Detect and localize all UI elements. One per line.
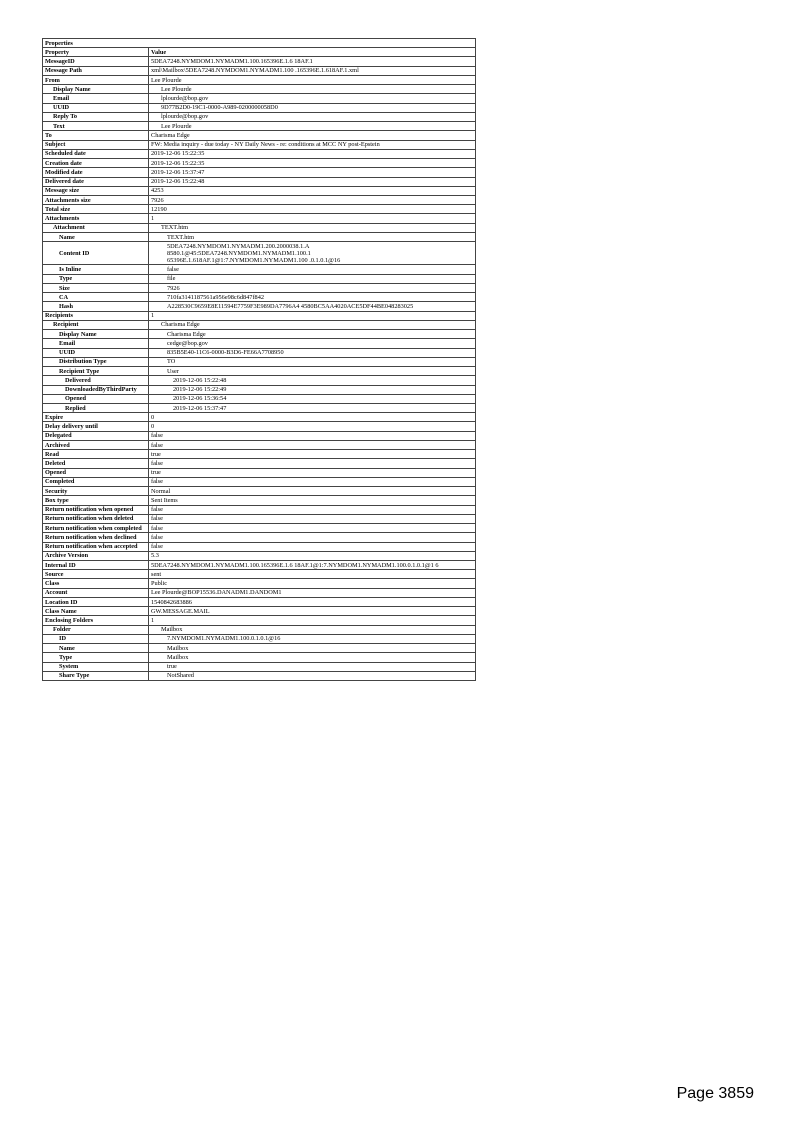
property-value: true [149,468,476,477]
property-value: false [149,505,476,514]
property-value: 710fa3141187561a956e98c6d847f842 [149,293,476,302]
property-value: false [149,533,476,542]
table-row [43,616,476,625]
property-value: 7926 [149,195,476,204]
property-value: User [149,367,476,376]
property-name: Folder [43,625,149,634]
property-value: A228530C9659E8E11594E7759F3E989DA7796A4 4580BC5AA4020ACE5DF44BE048283025 [149,302,476,311]
property-value: 1 [149,616,476,625]
table-row [43,487,476,496]
property-value: Normal [149,487,476,496]
property-value: TEXT.htm [149,232,476,241]
table-row [43,103,476,112]
table-row [43,186,476,195]
property-name: Account [43,588,149,597]
table-row [43,242,476,265]
table-row [43,348,476,357]
property-name: Delivered date [43,177,149,186]
table-row [43,496,476,505]
property-name: Completed [43,477,149,486]
property-name: MessageID [43,57,149,66]
table-row [43,232,476,241]
property-name: Attachment [43,223,149,232]
table-row [43,459,476,468]
property-value: file [149,274,476,283]
table-row [43,330,476,339]
property-value: Mailbox [149,644,476,653]
property-name: Total size [43,205,149,214]
property-name: Attachments [43,214,149,223]
property-value: 2019-12-06 15:37:47 [149,404,476,413]
table-row [43,367,476,376]
property-name: Share Type [43,671,149,680]
property-name: ID [43,634,149,643]
property-name: Hash [43,302,149,311]
property-value: false [149,524,476,533]
property-value: 12190 [149,205,476,214]
table-row [43,112,476,121]
property-value: Charisma Edge [149,131,476,140]
property-value: 5.3 [149,551,476,560]
property-value: xml\Mailbox\5DEA7248.NYMDOM1.NYMADM1.100 .165396E.1.618AF.1.xml [149,66,476,75]
property-name: Location ID [43,597,149,606]
property-value: 2019-12-06 15:22:35 [149,149,476,158]
table-row [43,505,476,514]
property-name: System [43,662,149,671]
table-row [43,450,476,459]
table-row [43,653,476,662]
property-name: Read [43,450,149,459]
property-name: Enclosing Folders [43,616,149,625]
table-row [43,597,476,606]
header-property: Property [43,48,149,57]
property-name: Message Path [43,66,149,75]
property-name: Message size [43,186,149,195]
table-row [43,57,476,66]
table-row [43,339,476,348]
property-name: Replied [43,404,149,413]
property-value: Lee Plourde [149,85,476,94]
property-name: Size [43,283,149,292]
property-value: 0 [149,422,476,431]
table-row [43,75,476,84]
table-row [43,274,476,283]
property-value: Mailbox [149,653,476,662]
property-value: 5DEA7248.NYMDOM1.NYMADM1.100.165396E.1.6 18AF.1@1:7.NYMDOM1.NYMADM1.100.0.1.0.1@1 6 [149,560,476,569]
property-value: 9D77B2D0-19C1-0000-A989-0200000058D0 [149,103,476,112]
table-row [43,468,476,477]
property-name: Text [43,122,149,131]
table-row [43,431,476,440]
table-row [43,311,476,320]
property-value: Mailbox [149,625,476,634]
table-row [43,671,476,680]
property-name: Delay delivery until [43,422,149,431]
property-name: UUID [43,103,149,112]
property-value: Lee Plourde [149,75,476,84]
property-value: 2019-12-06 15:37:47 [149,168,476,177]
property-name: Subject [43,140,149,149]
property-value: 1 [149,214,476,223]
table-row [43,302,476,311]
table-row [43,205,476,214]
table-row [43,662,476,671]
property-name: Delivered [43,376,149,385]
property-name: DownloadedByThirdParty [43,385,149,394]
property-value: false [149,477,476,486]
property-value: false [149,514,476,523]
property-value: lplourde@bop.gov [149,94,476,103]
table-row [43,122,476,131]
table-row [43,542,476,551]
property-name: Reply To [43,112,149,121]
table-row [43,588,476,597]
property-value: Lee Plourde@BOP15536.DANADM1.DANDOM1 [149,588,476,597]
property-name: Name [43,232,149,241]
property-name: Deleted [43,459,149,468]
property-value: 5DEA7248.NYMDOM1.NYMADM1.100.165396E.1.6 18AF.1 [149,57,476,66]
table-row [43,625,476,634]
table-row [43,524,476,533]
table-title: Properties [43,39,476,48]
property-value: 4253 [149,186,476,195]
property-value: Sent Items [149,496,476,505]
property-value: Lee Plourde [149,122,476,131]
property-value: 2019-12-06 15:36:54 [149,394,476,403]
table-row [43,223,476,232]
property-value: NotShared [149,671,476,680]
table-row [43,477,476,486]
property-name: Opened [43,468,149,477]
table-row [43,385,476,394]
page-number: Page 3859 [676,1085,754,1102]
property-name: Delegated [43,431,149,440]
property-value: 2019-12-06 15:22:49 [149,385,476,394]
table-row [43,177,476,186]
table-row [43,168,476,177]
table-row [43,514,476,523]
property-value: false [149,431,476,440]
property-value: 835B5E40-11C6-0000-B3D6-FE66A7708950 [149,348,476,357]
property-value: Charisma Edge [149,330,476,339]
header-value: Value [149,48,476,57]
property-name: Display Name [43,330,149,339]
table-row [43,394,476,403]
property-value: TEXT.htm [149,223,476,232]
property-value: 2019-12-06 15:22:48 [149,376,476,385]
table-row [43,570,476,579]
property-name: Is Inline [43,265,149,274]
property-value: GW.MESSAGE.MAIL [149,607,476,616]
table-row [43,159,476,168]
property-value: lplourde@bop.gov [149,112,476,121]
table-title-row [43,39,476,48]
table-row [43,413,476,422]
property-value: 7926 [149,283,476,292]
table-row [43,149,476,158]
table-row [43,283,476,292]
property-name: Recipient Type [43,367,149,376]
property-name: CA [43,293,149,302]
table-row [43,560,476,569]
property-value: Charisma Edge [149,320,476,329]
table-row [43,66,476,75]
property-name: Class Name [43,607,149,616]
table-row [43,422,476,431]
property-value: TO [149,357,476,366]
property-name: Security [43,487,149,496]
property-name: Email [43,94,149,103]
property-name: Recipient [43,320,149,329]
property-name: Return notification when declined [43,533,149,542]
property-name: To [43,131,149,140]
table-row [43,607,476,616]
property-value: 2019-12-06 15:22:48 [149,177,476,186]
property-value: 2019-12-06 15:22:35 [149,159,476,168]
table-row [43,320,476,329]
property-name: Attachments size [43,195,149,204]
property-name: Modified date [43,168,149,177]
property-name: Return notification when completed [43,524,149,533]
property-name: Return notification when deleted [43,514,149,523]
property-name: Return notification when accepted [43,542,149,551]
table-row [43,634,476,643]
table-row [43,195,476,204]
table-row [43,131,476,140]
property-value: 1 [149,311,476,320]
table-row [43,404,476,413]
properties-table [42,38,476,681]
property-name: Archived [43,440,149,449]
property-value: 7.NYMDOM1.NYMADM1.100.0.1.0.1@16 [149,634,476,643]
property-name: Email [43,339,149,348]
table-row [43,440,476,449]
table-header-row [43,48,476,57]
property-name: Archive Version [43,551,149,560]
property-name: Recipients [43,311,149,320]
property-name: Type [43,274,149,283]
property-name: Creation date [43,159,149,168]
property-name: Opened [43,394,149,403]
property-name: Distribution Type [43,357,149,366]
property-value: FW: Media inquiry - due today - NY Daily News - re: conditions at MCC NY post-Epstein [149,140,476,149]
property-name: Return notification when opened [43,505,149,514]
property-value: sent [149,570,476,579]
property-value: false [149,265,476,274]
property-name: Name [43,644,149,653]
table-row [43,214,476,223]
property-value: Public [149,579,476,588]
property-name: UUID [43,348,149,357]
property-name: Type [43,653,149,662]
property-value: true [149,662,476,671]
property-value: cedge@bop.gov [149,339,476,348]
table-row [43,265,476,274]
table-row [43,533,476,542]
table-row [43,85,476,94]
property-value: true [149,450,476,459]
table-row [43,140,476,149]
property-value: false [149,542,476,551]
properties-table-body [43,39,476,681]
property-value: 1540842683886 [149,597,476,606]
property-value: 0 [149,413,476,422]
property-value: 5DEA7248.NYMDOM1.NYMADM1.200.2000038.1.A 8580.1@45:5DEA7248.NYMDOM1.NYMADM1.100.1 65396E.1.618AF.1@1:7.NYMDOM1.NYMADM1.100 .0.1.0.1@16 [149,242,476,265]
property-name: Source [43,570,149,579]
table-row [43,357,476,366]
table-row [43,94,476,103]
property-name: Scheduled date [43,149,149,158]
property-name: Class [43,579,149,588]
table-row [43,293,476,302]
table-row [43,644,476,653]
property-name: Content ID [43,242,149,265]
property-name: Box type [43,496,149,505]
property-name: Expire [43,413,149,422]
property-name: Internal ID [43,560,149,569]
property-name: From [43,75,149,84]
property-name: Display Name [43,85,149,94]
table-row [43,376,476,385]
property-value: false [149,440,476,449]
table-row [43,551,476,560]
property-value: false [149,459,476,468]
table-row [43,579,476,588]
